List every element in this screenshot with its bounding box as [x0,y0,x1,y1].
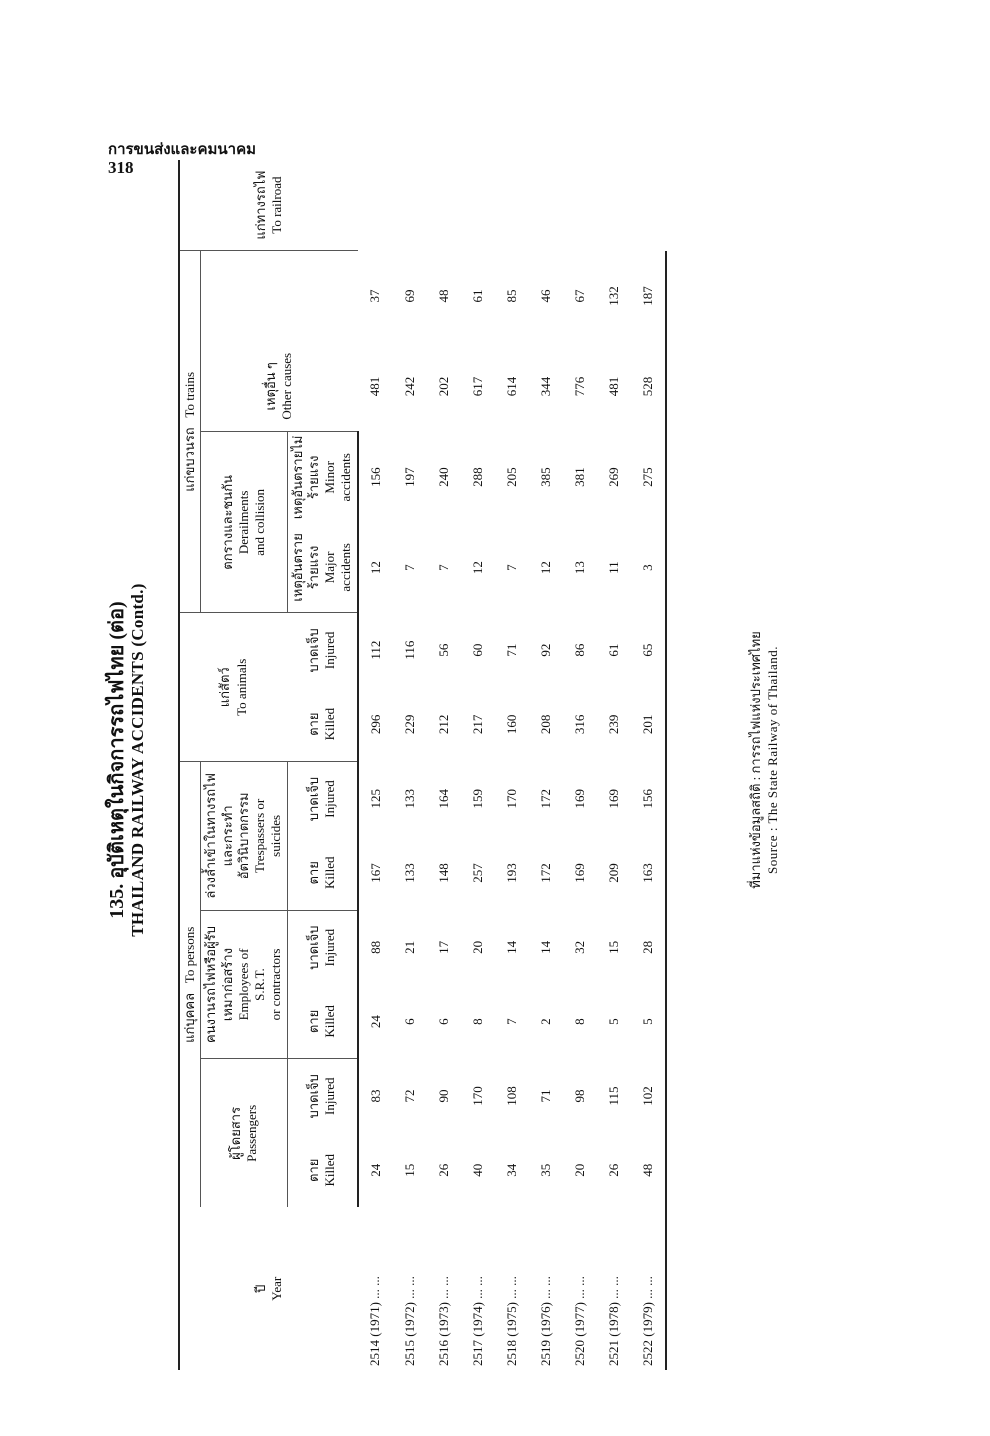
other-causes-header: เหตุอื่น ๆ Other causes [201,341,358,432]
cell-railroad: 132 [605,286,621,306]
cell-minor: 269 [605,467,621,487]
cell-anim-i: 61 [605,643,621,657]
cell-other: 202 [435,376,451,397]
cell-emp-k: 5 [605,1018,621,1025]
cell-major: 12 [537,561,553,575]
source-english: Source : The State Railway of Thailand. [765,645,780,875]
cell-tres-i: 125 [367,788,383,809]
table-row [461,160,495,1370]
cell-railroad: 37 [367,289,382,303]
to-railroad-header: แก่ทางรถไฟ To railroad [179,160,358,251]
cell-other: 617 [469,376,485,397]
cell-major: 13 [571,561,587,575]
cell-pass-k: 24 [367,1163,383,1177]
cell-minor: 197 [401,467,417,487]
cell-pass-i: 72 [401,1089,417,1103]
cell-emp-k: 2 [537,1018,553,1025]
cell-major: 12 [469,561,485,575]
cell-other: 614 [503,376,519,397]
cell-pass-i: 90 [435,1089,451,1103]
to-trains-header: แก่ขบวนรถ To trains [179,251,201,613]
cell-anim-i: 56 [435,643,451,657]
cell-tres-k: 167 [367,863,383,883]
cell-railroad: 46 [537,289,553,303]
cell-pass-i: 170 [469,1086,485,1106]
cell-tres-k: 148 [435,863,451,883]
cell-anim-k: 296 [367,714,383,735]
cell-year: 2521 (1978) ... ... [605,1276,621,1366]
employees-killed-header: ตาย Killed [287,985,358,1059]
cell-emp-i: 28 [631,910,666,984]
cell-major: 7 [401,564,417,571]
cell-tres-i: 164 [435,788,451,809]
cell-railroad: 48 [435,289,451,303]
cell-pass-k: 20 [571,1163,587,1177]
minor-accidents-header: เหตุอันตรายไม่ร้ายแรง Minor accidents [287,432,358,523]
section-header: การขนส่งและคมนาคม [108,142,256,158]
cell-minor: 385 [537,467,553,487]
cell-year: 2519 (1976) ... ... [537,1276,553,1366]
year-header: ปี Year [179,1207,358,1370]
cell-minor: 288 [469,467,485,487]
cell-anim-k: 212 [435,714,451,735]
cell-anim-i: 86 [571,643,587,657]
table-row [393,160,427,1370]
table-row [495,160,529,1370]
table-row [597,160,631,1370]
trespassers-header: ล่วงล้ำเข้าในทางรถไฟและกระทำอัตวินิบาตกรรม Trespassers or suicides [201,762,287,911]
cell-pass-i: 115 [605,1086,621,1106]
cell-emp-i: 32 [571,940,587,954]
table-row [563,160,597,1370]
major-accidents-header: เหตุอันตรายร้ายแรง Major accidents [287,522,358,613]
cell-major: 3 [631,522,666,613]
passengers-injured-header: บาดเจ็บ Injured [287,1059,358,1133]
cell-tres-k: 133 [401,863,417,883]
to-animals-header: แก่สัตว์ To animals [179,613,287,762]
cell-tres-i: 169 [605,788,621,809]
cell-emp-i: 15 [605,940,621,954]
employees-header: คนงานรถไฟหรือผู้รับเหมาก่อสร้าง Employees of S.R.T. or contractors [201,910,287,1059]
cell-pass-k: 26 [435,1163,451,1177]
cell-railroad: 187 [631,251,666,342]
cell-anim-k: 160 [503,714,519,735]
cell-other: 481 [605,376,621,397]
cell-pass-k: 15 [401,1163,417,1177]
cell-tres-i: 156 [631,762,666,836]
cell-anim-k: 239 [605,714,621,735]
cell-other: 776 [571,376,587,397]
cell-railroad: 67 [571,289,587,303]
cell-year: 2517 (1974) ... ... [469,1276,485,1366]
cell-emp-k: 6 [401,1018,417,1025]
table-body [358,160,666,1370]
cell-anim-k: 201 [631,687,666,761]
railway-accidents-table [178,160,667,1370]
trespassers-killed-header: ตาย Killed [287,836,358,910]
cell-emp-k: 7 [503,1018,519,1025]
cell-pass-i: 108 [503,1086,519,1106]
employees-injured-header: บาดเจ็บ Injured [287,910,358,984]
table-row [427,160,461,1370]
cell-emp-i: 21 [401,940,417,954]
cell-year: 2515 (1972) ... ... [401,1276,417,1366]
cell-anim-i: 112 [367,640,383,660]
cell-year: 2520 (1977) ... ... [571,1276,587,1366]
cell-major: 11 [605,561,621,574]
cell-year: 2522 (1979) ... ... [631,1207,666,1370]
cell-minor: 205 [503,467,519,487]
table-row [631,160,666,1370]
cell-emp-k: 8 [571,1018,587,1025]
table-row [529,160,563,1370]
cell-emp-i: 17 [435,940,451,954]
cell-pass-i: 102 [631,1059,666,1133]
cell-pass-i: 98 [571,1089,587,1103]
cell-emp-k: 24 [367,1015,383,1029]
cell-tres-i: 170 [503,788,519,809]
cell-tres-i: 133 [401,788,417,809]
cell-pass-k: 35 [537,1163,553,1177]
cell-other: 344 [537,376,553,397]
trespassers-injured-header: บาดเจ็บ Injured [287,762,358,836]
cell-emp-k: 6 [435,1018,451,1025]
cell-emp-k: 5 [631,985,666,1059]
cell-minor: 275 [631,432,666,523]
cell-emp-i: 14 [503,940,519,954]
cell-pass-i: 71 [537,1089,553,1103]
cell-railroad: 61 [469,289,485,303]
source-thai: ที่มาแห่งข้อมูลสถิติ : การรถไฟแห่งประเทศไทย [748,631,763,889]
table-title-thai: 135. อุบัติเหตุในกิจการรถไฟไทย (ต่อ) [106,601,128,919]
cell-tres-k: 257 [469,863,485,883]
cell-emp-k: 8 [469,1018,485,1025]
animals-injured-header: บาดเจ็บ Injured [287,613,358,687]
cell-anim-k: 217 [469,714,485,735]
table-title-english: THAILAND RAILWAY ACCIDENTS (Contd.) [128,583,147,937]
rotated-table-page [90,125,850,1395]
cell-pass-k: 48 [631,1133,666,1207]
cell-pass-k: 40 [469,1163,485,1177]
cell-tres-i: 172 [537,788,553,809]
cell-tres-k: 193 [503,863,519,883]
to-persons-header: แก่บุคคล To persons [179,762,201,1208]
cell-anim-i: 65 [631,613,666,687]
cell-minor: 381 [571,467,587,487]
cell-minor: 156 [367,467,383,487]
cell-anim-i: 92 [537,643,553,657]
cell-tres-k: 209 [605,863,621,883]
cell-anim-i: 71 [503,643,519,657]
table-row [358,160,393,1370]
cell-emp-i: 88 [367,940,383,954]
passengers-killed-header: ตาย Killed [287,1133,358,1207]
cell-other: 481 [367,376,382,397]
passengers-header: ผู้โดยสาร Passengers [201,1059,287,1208]
cell-pass-i: 83 [367,1089,383,1103]
cell-pass-k: 34 [503,1163,519,1177]
cell-anim-k: 208 [537,714,553,735]
cell-major: 12 [367,561,383,575]
cell-pass-k: 26 [605,1163,621,1177]
cell-tres-k: 163 [631,836,666,910]
cell-tres-i: 159 [469,788,485,809]
cell-anim-i: 116 [401,640,417,660]
cell-other: 242 [401,376,417,397]
cell-emp-i: 20 [469,940,485,954]
cell-railroad: 85 [503,289,519,303]
cell-year: 2516 (1973) ... ... [435,1276,451,1366]
cell-year: 2518 (1975) ... ... [503,1276,519,1366]
cell-tres-k: 169 [571,863,587,883]
animals-killed-header: ตาย Killed [287,687,358,761]
cell-major: 7 [503,564,519,571]
cell-anim-k: 229 [401,714,417,735]
cell-tres-k: 172 [537,863,553,883]
cell-minor: 240 [435,467,451,487]
cell-year: 2514 (1971) ... ... [367,1276,382,1366]
cell-railroad: 69 [401,289,417,303]
derailments-header: ตกรางและชนกัน Derailments and collision [201,432,287,613]
cell-anim-k: 316 [571,714,587,735]
cell-major: 7 [435,564,451,571]
cell-tres-i: 169 [571,788,587,809]
cell-other: 528 [631,341,666,432]
page-number: 318 [108,158,134,177]
cell-emp-i: 14 [537,940,553,954]
cell-anim-i: 60 [469,643,485,657]
